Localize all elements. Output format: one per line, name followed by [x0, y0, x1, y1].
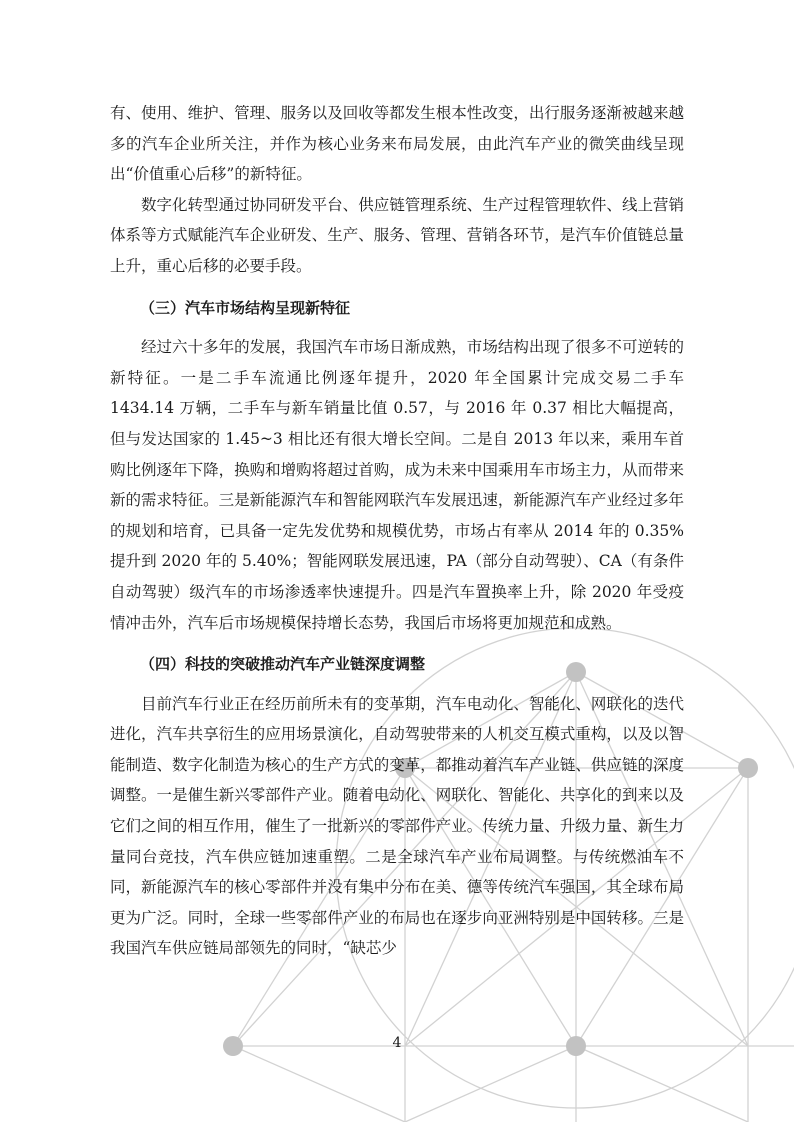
pattern-line — [405, 1046, 576, 1122]
paragraph-continued: 有、使用、维护、管理、服务以及回收等都发生根本性改变，出行服务逐渐被越来越多的汽车企业所关注，并作为核心业务来布局发展，由此汽车产业的微笑曲线呈现出“价值重心后移”的新特征。 — [110, 104, 684, 184]
section-heading-market-structure: （三）汽车市场结构呈现新特征 — [140, 298, 351, 317]
paragraph-market-structure: 经过六十多年的发展，我国汽车市场日渐成熟，市场结构出现了很多不可逆转的新特征。一是二手车流通比例逐年提升，2020 年全国累计完成交易二手车 1434.14 万辆，二手车与新车销量比值 0.57，与 2016 年 0.37 相比大幅提高，但与发达国家的 1.45~3 相比还有很大增长空间。二是自 2013 年以来，乘用车首购比例逐年下降，换购和增购将超过首购，成为未来中国乘用车市场主力，从而带来新的需求特征。三是新能源汽车和智能网联汽车发展迅速，新能源汽车产业经过多年的规划和培育，已具备一定先发优势和规模优势，市场占有率从 2014 年的 0.35%提升到 2020 年的 5.40%；智能网联发展迅速，PA（部分自动驾驶）、CA（有条件自动驾驶）级汽车的市场渗透率快速提升。四是汽车置换率上升，除 2020 年受疫情冲击外，汽车后市场规模保持增长态势，我国后市场将更加规范和成熟。 — [110, 338, 684, 632]
paragraph-supply-chain: 目前汽车行业正在经历前所未有的变革期，汽车电动化、智能化、网联化的迭代进化，汽车共享衍生的应用场景演化，自动驾驶带来的人机交互模式重构，以及以智能制造、数字化制造为核心的生产方式的变革，都推动着汽车产业链、供应链的深度调整。一是催生新兴零部件产业。随着电动化、网联化、智能化、共享化的到来以及它们之间的相互作用，催生了一批新兴的零部件产业。传统力量、升级力量、新生力量同台竞技，汽车供应链加速重塑。二是全球汽车产业布局调整。与传统燃油车不同，新能源汽车的核心零部件并没有集中分布在美、德等传统汽车强国，其全球布局更为广泛。同时，全球一些零部件产业的布局也在逐步向亚洲特别是中国转移。三是我国汽车供应链局部领先的同时，“缺芯少 — [110, 694, 684, 958]
pattern-node — [738, 758, 758, 778]
pattern-line — [233, 1046, 405, 1122]
document-body — [110, 98, 684, 964]
paragraph-digital-transformation: 数字化转型通过协同研发平台、供应链管理系统、生产过程管理软件、线上营销体系等方式赋能汽车企业研发、生产、服务、管理、营销各环节，是汽车价值链总量上升，重心后移的必要手段。 — [110, 195, 684, 275]
section-heading-supply-chain: （四）科技的突破推动汽车产业链深度调整 — [140, 655, 426, 674]
pattern-line — [576, 1046, 748, 1122]
page-number: 4 — [392, 1035, 402, 1051]
